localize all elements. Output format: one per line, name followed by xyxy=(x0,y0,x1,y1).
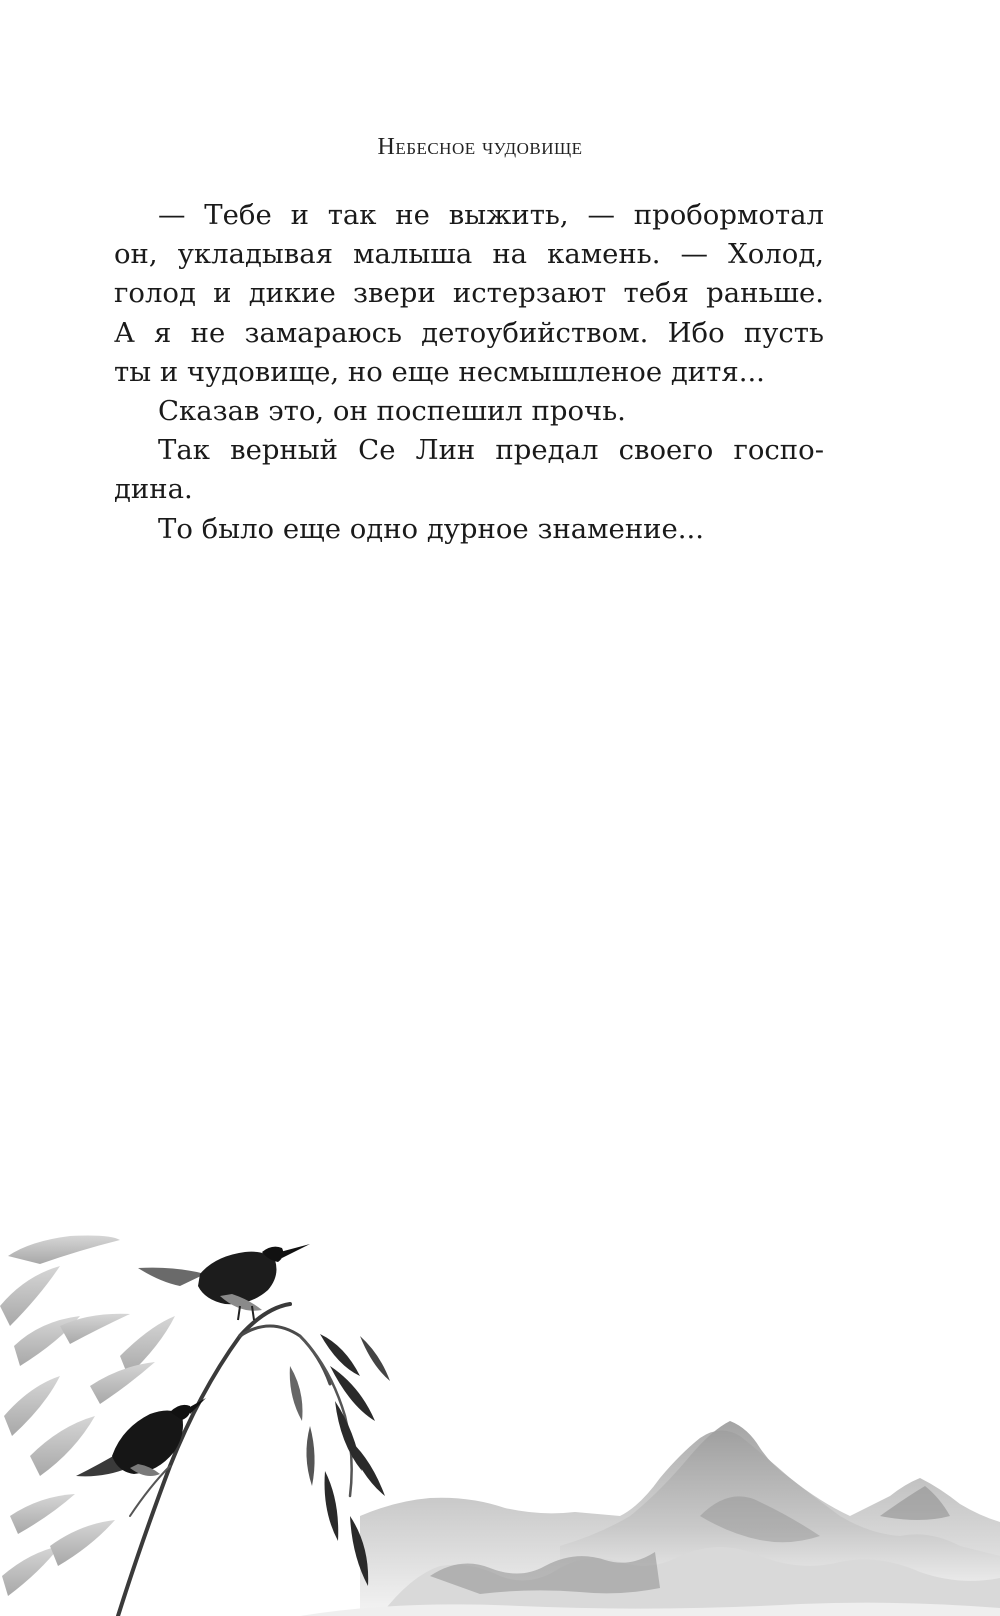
bird-upper xyxy=(138,1244,310,1320)
paragraph-3 xyxy=(114,431,824,509)
text-line: он, укладывая малыша на камень. — Холод, xyxy=(114,238,824,271)
text-line: — Тебе и так не выжить, — пробормотал xyxy=(158,199,824,231)
mountains xyxy=(300,1421,1000,1616)
running-head-title: Небесное чудовище xyxy=(377,134,583,160)
body-text xyxy=(114,196,824,549)
ink-landscape-illustration xyxy=(0,1216,1000,1616)
paragraph-4: То было еще одно дурное знамение... xyxy=(158,512,704,545)
text-line: ты и чудовище, но еще несмышленое дитя... xyxy=(114,355,765,388)
text-line: Так верный Се Лин предал своего госпо- xyxy=(158,434,824,467)
text-line: дина. xyxy=(114,473,193,506)
paragraph-1 xyxy=(114,196,824,392)
text-line: голод и дикие звери истерзают тебя раньше. xyxy=(114,277,824,310)
bird-lower xyxy=(76,1398,206,1476)
paragraph-2: Сказав это, он поспешил прочь. xyxy=(158,395,626,428)
text-line: А я не замараюсь детоубийством. Ибо пусть xyxy=(114,316,824,349)
